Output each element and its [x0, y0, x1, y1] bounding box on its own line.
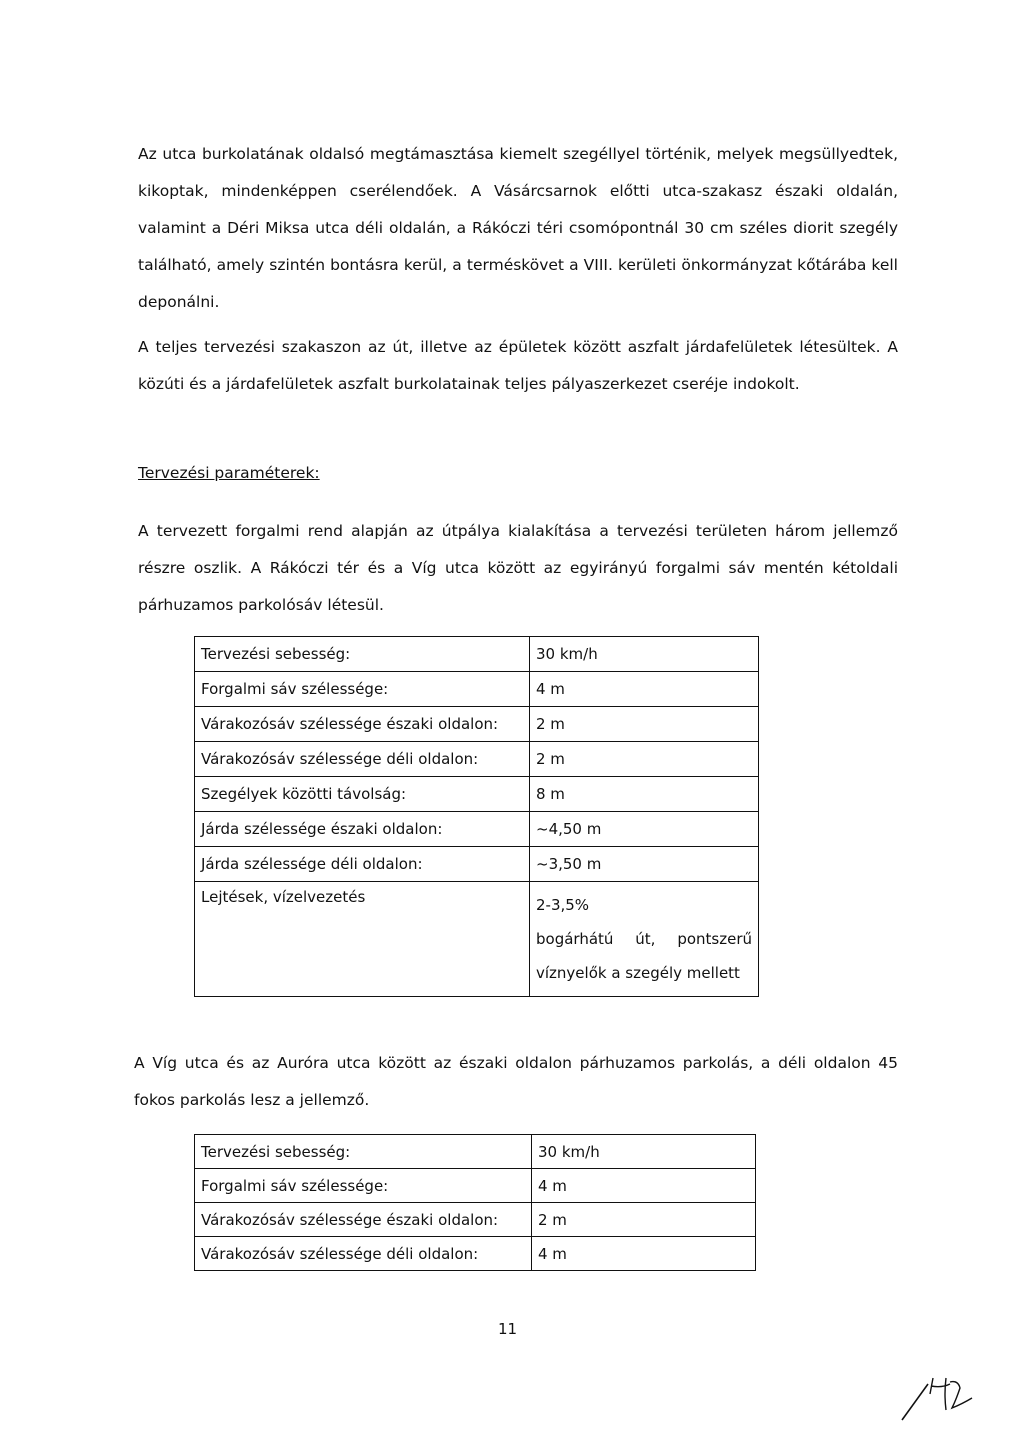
param-label: Tervezési sebesség:	[195, 1135, 532, 1169]
param-label: Várakozósáv szélessége déli oldalon:	[195, 1237, 532, 1271]
param-value: ~4,50 m	[530, 812, 759, 847]
param-value: 8 m	[530, 777, 759, 812]
param-value-main: 2-3,5%	[536, 896, 590, 914]
table-row	[195, 847, 759, 882]
param-value	[530, 882, 759, 997]
param-value: ~3,50 m	[530, 847, 759, 882]
param-value: 2 m	[530, 742, 759, 777]
paragraph-curbs: Az utca burkolatának oldalsó megtámasztása kiemelt szegéllyel történik, melyek megsüllyedtek, kikoptak, mindenképpen cserélendőek. A Vásárcsarnok előtti utca-szakasz északi oldalán, valamint a Déri Miksa utca déli oldalán, a Rákóczi téri csomópontnál 30 cm széles diorit szegély található, amely szintén bontásra kerül, a terméskövet a VIII. kerületi önkormányzat kőtárába kell deponálni.	[138, 145, 898, 311]
param-value: 4 m	[532, 1237, 756, 1271]
handwritten-signature	[900, 1374, 980, 1424]
paragraph-sidewalks: A teljes tervezési szakaszon az út, illetve az épületek között aszfalt járdafelületek létesültek. A közúti és a járdafelületek aszfalt burkolatainak teljes pályaszerkezet cseréje indokolt.	[138, 338, 898, 393]
table-row	[195, 672, 759, 707]
table-row	[195, 812, 759, 847]
param-label: Lejtések, vízelvezetés	[195, 882, 530, 997]
table-row	[195, 1203, 756, 1237]
param-label: Várakozósáv szélessége déli oldalon:	[195, 742, 530, 777]
param-label: Forgalmi sáv szélessége:	[195, 1169, 532, 1203]
param-label: Várakozósáv szélessége északi oldalon:	[195, 707, 530, 742]
param-value: 4 m	[530, 672, 759, 707]
table-row	[195, 742, 759, 777]
param-value: 2 m	[530, 707, 759, 742]
param-label: Szegélyek közötti távolság:	[195, 777, 530, 812]
design-parameters-table-1	[194, 636, 759, 997]
table-row	[195, 1237, 756, 1271]
param-label: Forgalmi sáv szélessége:	[195, 672, 530, 707]
param-value-note: bogárhátú út, pontszerű víznyelők a szegély mellett	[536, 930, 752, 982]
paragraph-parking: A Víg utca és az Auróra utca között az északi oldalon párhuzamos parkolás, a déli oldalon 45 fokos parkolás lesz a jellemző.	[134, 1054, 898, 1109]
table-row	[195, 1135, 756, 1169]
param-value: 4 m	[532, 1169, 756, 1203]
param-label: Várakozósáv szélessége északi oldalon:	[195, 1203, 532, 1237]
table-row	[195, 707, 759, 742]
param-value: 30 km/h	[530, 637, 759, 672]
param-value: 30 km/h	[532, 1135, 756, 1169]
page-number: 11	[498, 1320, 518, 1338]
table-row	[195, 1169, 756, 1203]
design-parameters-table-2	[194, 1134, 756, 1271]
paragraph-traffic-order: A tervezett forgalmi rend alapján az útpálya kialakítása a tervezési területen három jellemző részre oszlik. A Rákóczi tér és a Víg utca között az egyirányú forgalmi sáv mentén kétoldali párhuzamos parkolósáv létesül.	[138, 522, 898, 614]
section-heading: Tervezési paraméterek:	[138, 464, 320, 482]
param-label: Járda szélessége északi oldalon:	[195, 812, 530, 847]
table-row	[195, 637, 759, 672]
param-label: Tervezési sebesség:	[195, 637, 530, 672]
param-label: Járda szélessége déli oldalon:	[195, 847, 530, 882]
table-row	[195, 882, 759, 997]
table-row	[195, 777, 759, 812]
param-value: 2 m	[532, 1203, 756, 1237]
